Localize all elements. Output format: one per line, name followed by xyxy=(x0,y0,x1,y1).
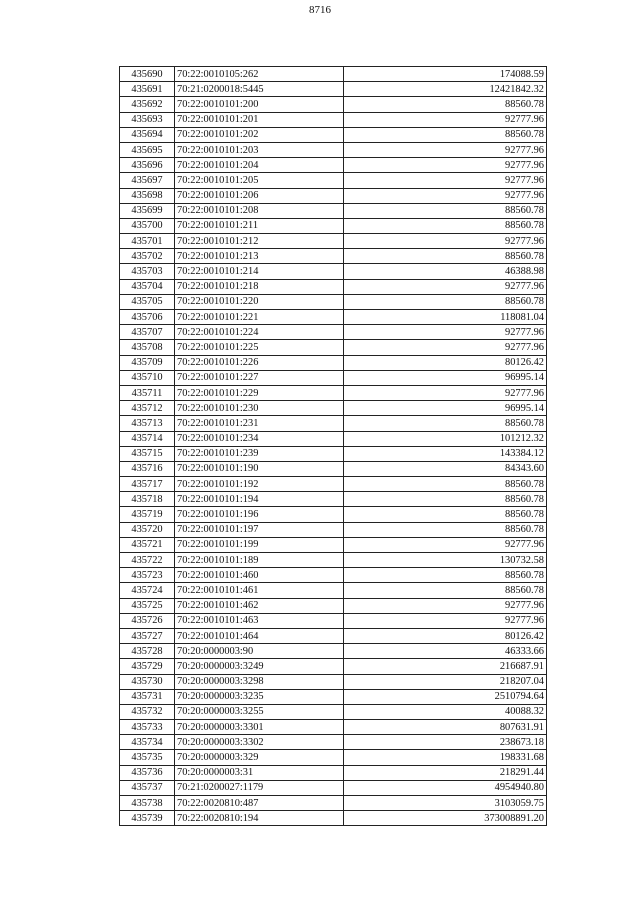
value-cell: 88560.78 xyxy=(344,203,547,218)
table-row xyxy=(120,689,547,704)
row-number-cell: 435699 xyxy=(120,203,175,218)
row-number-cell: 435724 xyxy=(120,583,175,598)
value-cell: 143384.12 xyxy=(344,446,547,461)
value-cell: 88560.78 xyxy=(344,294,547,309)
value-cell: 92777.96 xyxy=(344,234,547,249)
table-row xyxy=(120,173,547,188)
table-row xyxy=(120,811,547,826)
row-number-cell: 435733 xyxy=(120,720,175,735)
value-cell: 92777.96 xyxy=(344,188,547,203)
value-cell: 88560.78 xyxy=(344,416,547,431)
table-row xyxy=(120,67,547,82)
value-cell: 88560.78 xyxy=(344,249,547,264)
table-row xyxy=(120,218,547,233)
value-cell: 92777.96 xyxy=(344,537,547,552)
table-row xyxy=(120,598,547,613)
cadastral-number-cell: 70:22:0010101:226 xyxy=(175,355,344,370)
row-number-cell: 435736 xyxy=(120,765,175,780)
cadastral-number-cell: 70:22:0010101:211 xyxy=(175,218,344,233)
row-number-cell: 435709 xyxy=(120,355,175,370)
row-number-cell: 435696 xyxy=(120,158,175,173)
cadastral-number-cell: 70:22:0010101:203 xyxy=(175,142,344,157)
row-number-cell: 435700 xyxy=(120,218,175,233)
row-number-cell: 435701 xyxy=(120,234,175,249)
cadastral-number-cell: 70:22:0010101:212 xyxy=(175,234,344,249)
row-number-cell: 435722 xyxy=(120,553,175,568)
row-number-cell: 435716 xyxy=(120,461,175,476)
table-row xyxy=(120,142,547,157)
cadastral-number-cell: 70:22:0010101:462 xyxy=(175,598,344,613)
value-cell: 92777.96 xyxy=(344,112,547,127)
cadastral-number-cell: 70:22:0010101:194 xyxy=(175,492,344,507)
table-row xyxy=(120,583,547,598)
value-cell: 92777.96 xyxy=(344,142,547,157)
row-number-cell: 435705 xyxy=(120,294,175,309)
value-cell: 92777.96 xyxy=(344,279,547,294)
row-number-cell: 435726 xyxy=(120,613,175,628)
cadastral-number-cell: 70:22:0010101:227 xyxy=(175,370,344,385)
value-cell: 80126.42 xyxy=(344,355,547,370)
table-row xyxy=(120,82,547,97)
row-number-cell: 435691 xyxy=(120,82,175,97)
value-cell: 88560.78 xyxy=(344,492,547,507)
value-cell: 216687.91 xyxy=(344,659,547,674)
row-number-cell: 435728 xyxy=(120,644,175,659)
cadastral-number-cell: 70:22:0010101:220 xyxy=(175,294,344,309)
cadastral-number-cell: 70:20:0000003:3249 xyxy=(175,659,344,674)
row-number-cell: 435727 xyxy=(120,628,175,643)
table-row xyxy=(120,431,547,446)
cadastral-number-cell: 70:22:0010101:221 xyxy=(175,310,344,325)
row-number-cell: 435738 xyxy=(120,796,175,811)
table-row xyxy=(120,385,547,400)
cadastral-number-cell: 70:22:0010101:204 xyxy=(175,158,344,173)
table-row xyxy=(120,461,547,476)
table-row xyxy=(120,553,547,568)
cadastral-number-cell: 70:22:0010101:224 xyxy=(175,325,344,340)
table-row xyxy=(120,279,547,294)
table-row xyxy=(120,112,547,127)
cadastral-number-cell: 70:20:0000003:3235 xyxy=(175,689,344,704)
table-row xyxy=(120,97,547,112)
value-cell: 88560.78 xyxy=(344,568,547,583)
row-number-cell: 435732 xyxy=(120,704,175,719)
value-cell: 46333.66 xyxy=(344,644,547,659)
cadastral-number-cell: 70:22:0010101:192 xyxy=(175,477,344,492)
table-row xyxy=(120,796,547,811)
table-row xyxy=(120,158,547,173)
row-number-cell: 435693 xyxy=(120,112,175,127)
table-row xyxy=(120,401,547,416)
table-row xyxy=(120,492,547,507)
cadastral-number-cell: 70:21:0200018:5445 xyxy=(175,82,344,97)
cadastral-number-cell: 70:22:0010101:208 xyxy=(175,203,344,218)
cadastral-number-cell: 70:22:0010101:199 xyxy=(175,537,344,552)
cadastral-number-cell: 70:22:0010101:225 xyxy=(175,340,344,355)
cadastral-number-cell: 70:22:0010101:461 xyxy=(175,583,344,598)
value-cell: 84343.60 xyxy=(344,461,547,476)
table-row xyxy=(120,780,547,795)
row-number-cell: 435739 xyxy=(120,811,175,826)
value-cell: 92777.96 xyxy=(344,158,547,173)
value-cell: 88560.78 xyxy=(344,127,547,142)
row-number-cell: 435702 xyxy=(120,249,175,264)
row-number-cell: 435697 xyxy=(120,173,175,188)
value-cell: 88560.78 xyxy=(344,507,547,522)
cadastral-number-cell: 70:22:0010101:460 xyxy=(175,568,344,583)
cadastral-number-cell: 70:20:0000003:329 xyxy=(175,750,344,765)
cadastral-number-cell: 70:20:0000003:3298 xyxy=(175,674,344,689)
value-cell: 12421842.32 xyxy=(344,82,547,97)
row-number-cell: 435703 xyxy=(120,264,175,279)
cadastral-number-cell: 70:22:0010101:239 xyxy=(175,446,344,461)
cadastral-number-cell: 70:22:0020810:194 xyxy=(175,811,344,826)
cadastral-number-cell: 70:22:0010101:202 xyxy=(175,127,344,142)
value-cell: 88560.78 xyxy=(344,522,547,537)
table-row xyxy=(120,477,547,492)
table-row xyxy=(120,568,547,583)
row-number-cell: 435708 xyxy=(120,340,175,355)
row-number-cell: 435737 xyxy=(120,780,175,795)
row-number-cell: 435710 xyxy=(120,370,175,385)
cadastral-number-cell: 70:22:0010101:234 xyxy=(175,431,344,446)
cadastral-number-cell: 70:20:0000003:90 xyxy=(175,644,344,659)
page-number: 8716 xyxy=(309,4,331,16)
table-row xyxy=(120,507,547,522)
row-number-cell: 435734 xyxy=(120,735,175,750)
table-row xyxy=(120,203,547,218)
cadastral-number-cell: 70:22:0010101:231 xyxy=(175,416,344,431)
cadastral-number-cell: 70:22:0010105:262 xyxy=(175,67,344,82)
cadastral-number-cell: 70:22:0010101:197 xyxy=(175,522,344,537)
row-number-cell: 435711 xyxy=(120,385,175,400)
table-row xyxy=(120,613,547,628)
value-cell: 2510794.64 xyxy=(344,689,547,704)
cadastral-number-cell: 70:22:0010101:190 xyxy=(175,461,344,476)
data-table xyxy=(119,66,547,826)
value-cell: 92777.96 xyxy=(344,325,547,340)
table-row xyxy=(120,188,547,203)
row-number-cell: 435718 xyxy=(120,492,175,507)
table-row xyxy=(120,249,547,264)
value-cell: 40088.32 xyxy=(344,704,547,719)
cadastral-number-cell: 70:20:0000003:31 xyxy=(175,765,344,780)
cadastral-number-cell: 70:22:0010101:463 xyxy=(175,613,344,628)
table-row xyxy=(120,750,547,765)
row-number-cell: 435730 xyxy=(120,674,175,689)
value-cell: 218291.44 xyxy=(344,765,547,780)
value-cell: 4954940.80 xyxy=(344,780,547,795)
table-row xyxy=(120,720,547,735)
cadastral-number-cell: 70:22:0010101:229 xyxy=(175,385,344,400)
table-row xyxy=(120,416,547,431)
row-number-cell: 435694 xyxy=(120,127,175,142)
cadastral-number-cell: 70:22:0010101:200 xyxy=(175,97,344,112)
value-cell: 92777.96 xyxy=(344,613,547,628)
row-number-cell: 435723 xyxy=(120,568,175,583)
value-cell: 92777.96 xyxy=(344,598,547,613)
row-number-cell: 435714 xyxy=(120,431,175,446)
row-number-cell: 435731 xyxy=(120,689,175,704)
value-cell: 88560.78 xyxy=(344,583,547,598)
row-number-cell: 435695 xyxy=(120,142,175,157)
table-row xyxy=(120,294,547,309)
value-cell: 807631.91 xyxy=(344,720,547,735)
value-cell: 373008891.20 xyxy=(344,811,547,826)
value-cell: 92777.96 xyxy=(344,173,547,188)
table-body xyxy=(120,67,547,826)
value-cell: 218207.04 xyxy=(344,674,547,689)
value-cell: 46388.98 xyxy=(344,264,547,279)
row-number-cell: 435698 xyxy=(120,188,175,203)
row-number-cell: 435690 xyxy=(120,67,175,82)
row-number-cell: 435719 xyxy=(120,507,175,522)
row-number-cell: 435713 xyxy=(120,416,175,431)
row-number-cell: 435735 xyxy=(120,750,175,765)
value-cell: 198331.68 xyxy=(344,750,547,765)
value-cell: 96995.14 xyxy=(344,401,547,416)
cadastral-number-cell: 70:22:0020810:487 xyxy=(175,796,344,811)
row-number-cell: 435692 xyxy=(120,97,175,112)
table-row xyxy=(120,765,547,780)
cadastral-number-cell: 70:22:0010101:189 xyxy=(175,553,344,568)
value-cell: 174088.59 xyxy=(344,67,547,82)
cadastral-number-cell: 70:22:0010101:213 xyxy=(175,249,344,264)
table-row xyxy=(120,355,547,370)
table-row xyxy=(120,628,547,643)
value-cell: 92777.96 xyxy=(344,340,547,355)
cadastral-number-cell: 70:20:0000003:3301 xyxy=(175,720,344,735)
table-row xyxy=(120,704,547,719)
value-cell: 88560.78 xyxy=(344,477,547,492)
table-row xyxy=(120,340,547,355)
row-number-cell: 435720 xyxy=(120,522,175,537)
table-row xyxy=(120,325,547,340)
table-row xyxy=(120,446,547,461)
row-number-cell: 435715 xyxy=(120,446,175,461)
value-cell: 238673.18 xyxy=(344,735,547,750)
value-cell: 96995.14 xyxy=(344,370,547,385)
value-cell: 130732.58 xyxy=(344,553,547,568)
table-row xyxy=(120,264,547,279)
value-cell: 118081.04 xyxy=(344,310,547,325)
table-row xyxy=(120,370,547,385)
cadastral-number-cell: 70:22:0010101:464 xyxy=(175,628,344,643)
row-number-cell: 435729 xyxy=(120,659,175,674)
cadastral-number-cell: 70:22:0010101:218 xyxy=(175,279,344,294)
value-cell: 80126.42 xyxy=(344,628,547,643)
value-cell: 101212.32 xyxy=(344,431,547,446)
cadastral-number-cell: 70:22:0010101:205 xyxy=(175,173,344,188)
cadastral-number-cell: 70:20:0000003:3255 xyxy=(175,704,344,719)
row-number-cell: 435721 xyxy=(120,537,175,552)
row-number-cell: 435725 xyxy=(120,598,175,613)
cadastral-number-cell: 70:20:0000003:3302 xyxy=(175,735,344,750)
cadastral-number-cell: 70:22:0010101:214 xyxy=(175,264,344,279)
row-number-cell: 435704 xyxy=(120,279,175,294)
row-number-cell: 435706 xyxy=(120,310,175,325)
cadastral-number-cell: 70:22:0010101:196 xyxy=(175,507,344,522)
table-row xyxy=(120,310,547,325)
cadastral-number-cell: 70:22:0010101:230 xyxy=(175,401,344,416)
cadastral-number-cell: 70:22:0010101:201 xyxy=(175,112,344,127)
table-row xyxy=(120,522,547,537)
table-row xyxy=(120,234,547,249)
table-row xyxy=(120,537,547,552)
row-number-cell: 435712 xyxy=(120,401,175,416)
value-cell: 88560.78 xyxy=(344,97,547,112)
value-cell: 3103059.75 xyxy=(344,796,547,811)
row-number-cell: 435707 xyxy=(120,325,175,340)
value-cell: 92777.96 xyxy=(344,385,547,400)
table-row xyxy=(120,644,547,659)
table-row xyxy=(120,659,547,674)
row-number-cell: 435717 xyxy=(120,477,175,492)
value-cell: 88560.78 xyxy=(344,218,547,233)
table-row xyxy=(120,674,547,689)
cadastral-number-cell: 70:22:0010101:206 xyxy=(175,188,344,203)
table-row xyxy=(120,127,547,142)
cadastral-number-cell: 70:21:0200027:1179 xyxy=(175,780,344,795)
table-row xyxy=(120,735,547,750)
